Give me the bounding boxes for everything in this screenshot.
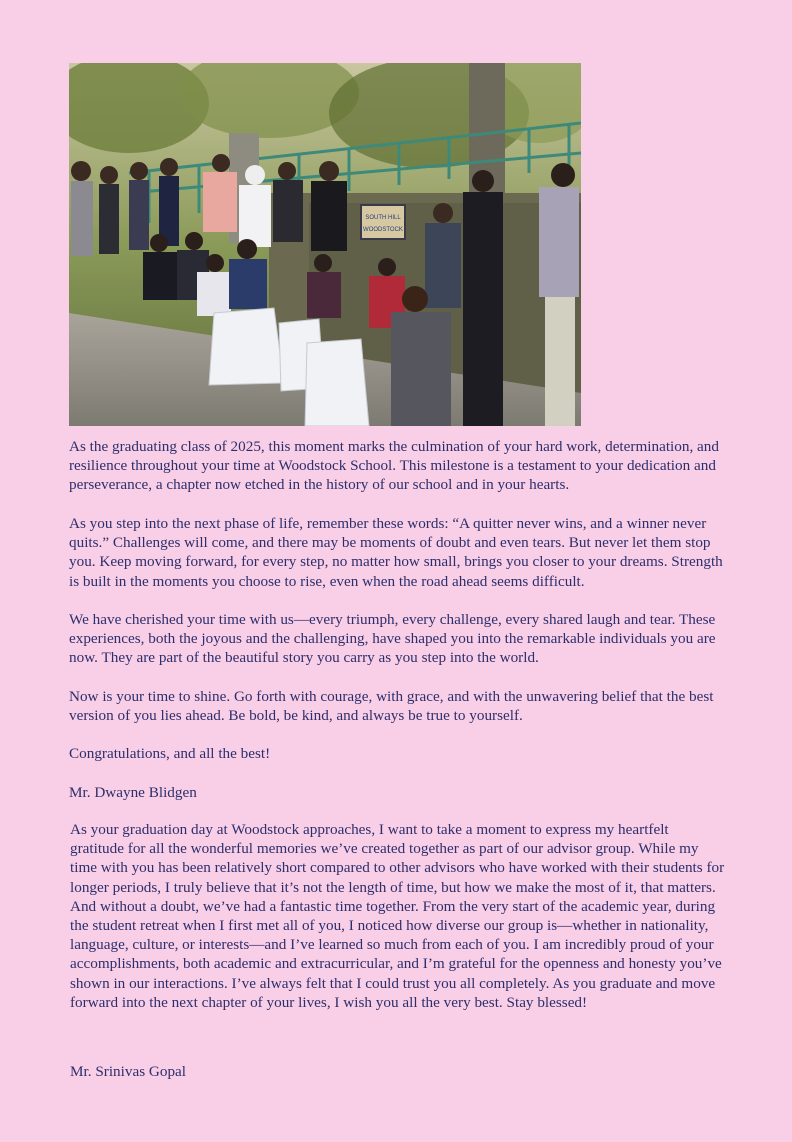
letter1-paragraph-2: As you step into the next phase of life, remember these words: “A quitter never wins, and a winner never quits.” Challenges will come, and there may be moments of doubt and even tears. But never let them stop you. Keep moving forward, for every step, no matter how small, brings you closer to your dreams. Strength is built in the moments you choose to rise, even when the road ahead seems difficult. <box>69 515 723 590</box>
letter1-closing: Congratulations, and all the best! <box>69 745 271 762</box>
sign-text-line2: WOODSTOCK <box>363 227 403 233</box>
letter1-paragraph-1: As the graduating class of 2025, this moment marks the culmination of your hard work, determination, and resilience throughout your time at Woodstock School. This milestone is a testament to your dedication and perseverance, a chapter now etched in the history of our school and in your hearts. <box>69 438 719 494</box>
letter1-signature: Mr. Dwayne Blidgen <box>69 784 197 801</box>
sign-text-line1: SOUTH HILL <box>365 215 401 221</box>
letter2-signature: Mr. Srinivas Gopal <box>70 1063 187 1080</box>
letter1-paragraph-3: We have cherished your time with us—every triumph, every challenge, every shared laugh and tear. These experiences, both the joyous and the challenging, have shaped you into the remarkable individuals you are now. They are part of the beautiful story you carry as you step into the world. <box>69 611 716 667</box>
letter1-paragraph-4: Now is your time to shine. Go forth with courage, with grace, and with the unwavering belief that the best version of you lies ahead. Be bold, be kind, and always be true to yourself. <box>69 688 714 725</box>
letter2-paragraph: As your graduation day at Woodstock approaches, I want to take a moment to express my heartfelt gratitude for all the wonderful memories we’ve created together as part of our advisor group. While my time with you has been relatively short compared to other advisors who have worked with their students for longer periods, I truly believe that it’s not the length of time, but how we make the most of it, that matters. And without a doubt, we’ve had a fantastic time together. From the very start of the academic year, during the student retreat when I first met all of you, I noticed how diverse our group is—whether in nationality, language, culture, or interests—and I’ve learned so much from each of you. I am incredibly proud of your accomplishments, both academic and extracurricular, and I’m grateful for the openness and honesty you’ve shown in our interactions. I’ve always felt that I could trust you all completely. As you graduate and move forward into the next chapter of your lives, I wish you all the very best. Stay blessed! <box>70 821 725 1011</box>
group-photo <box>69 63 581 426</box>
